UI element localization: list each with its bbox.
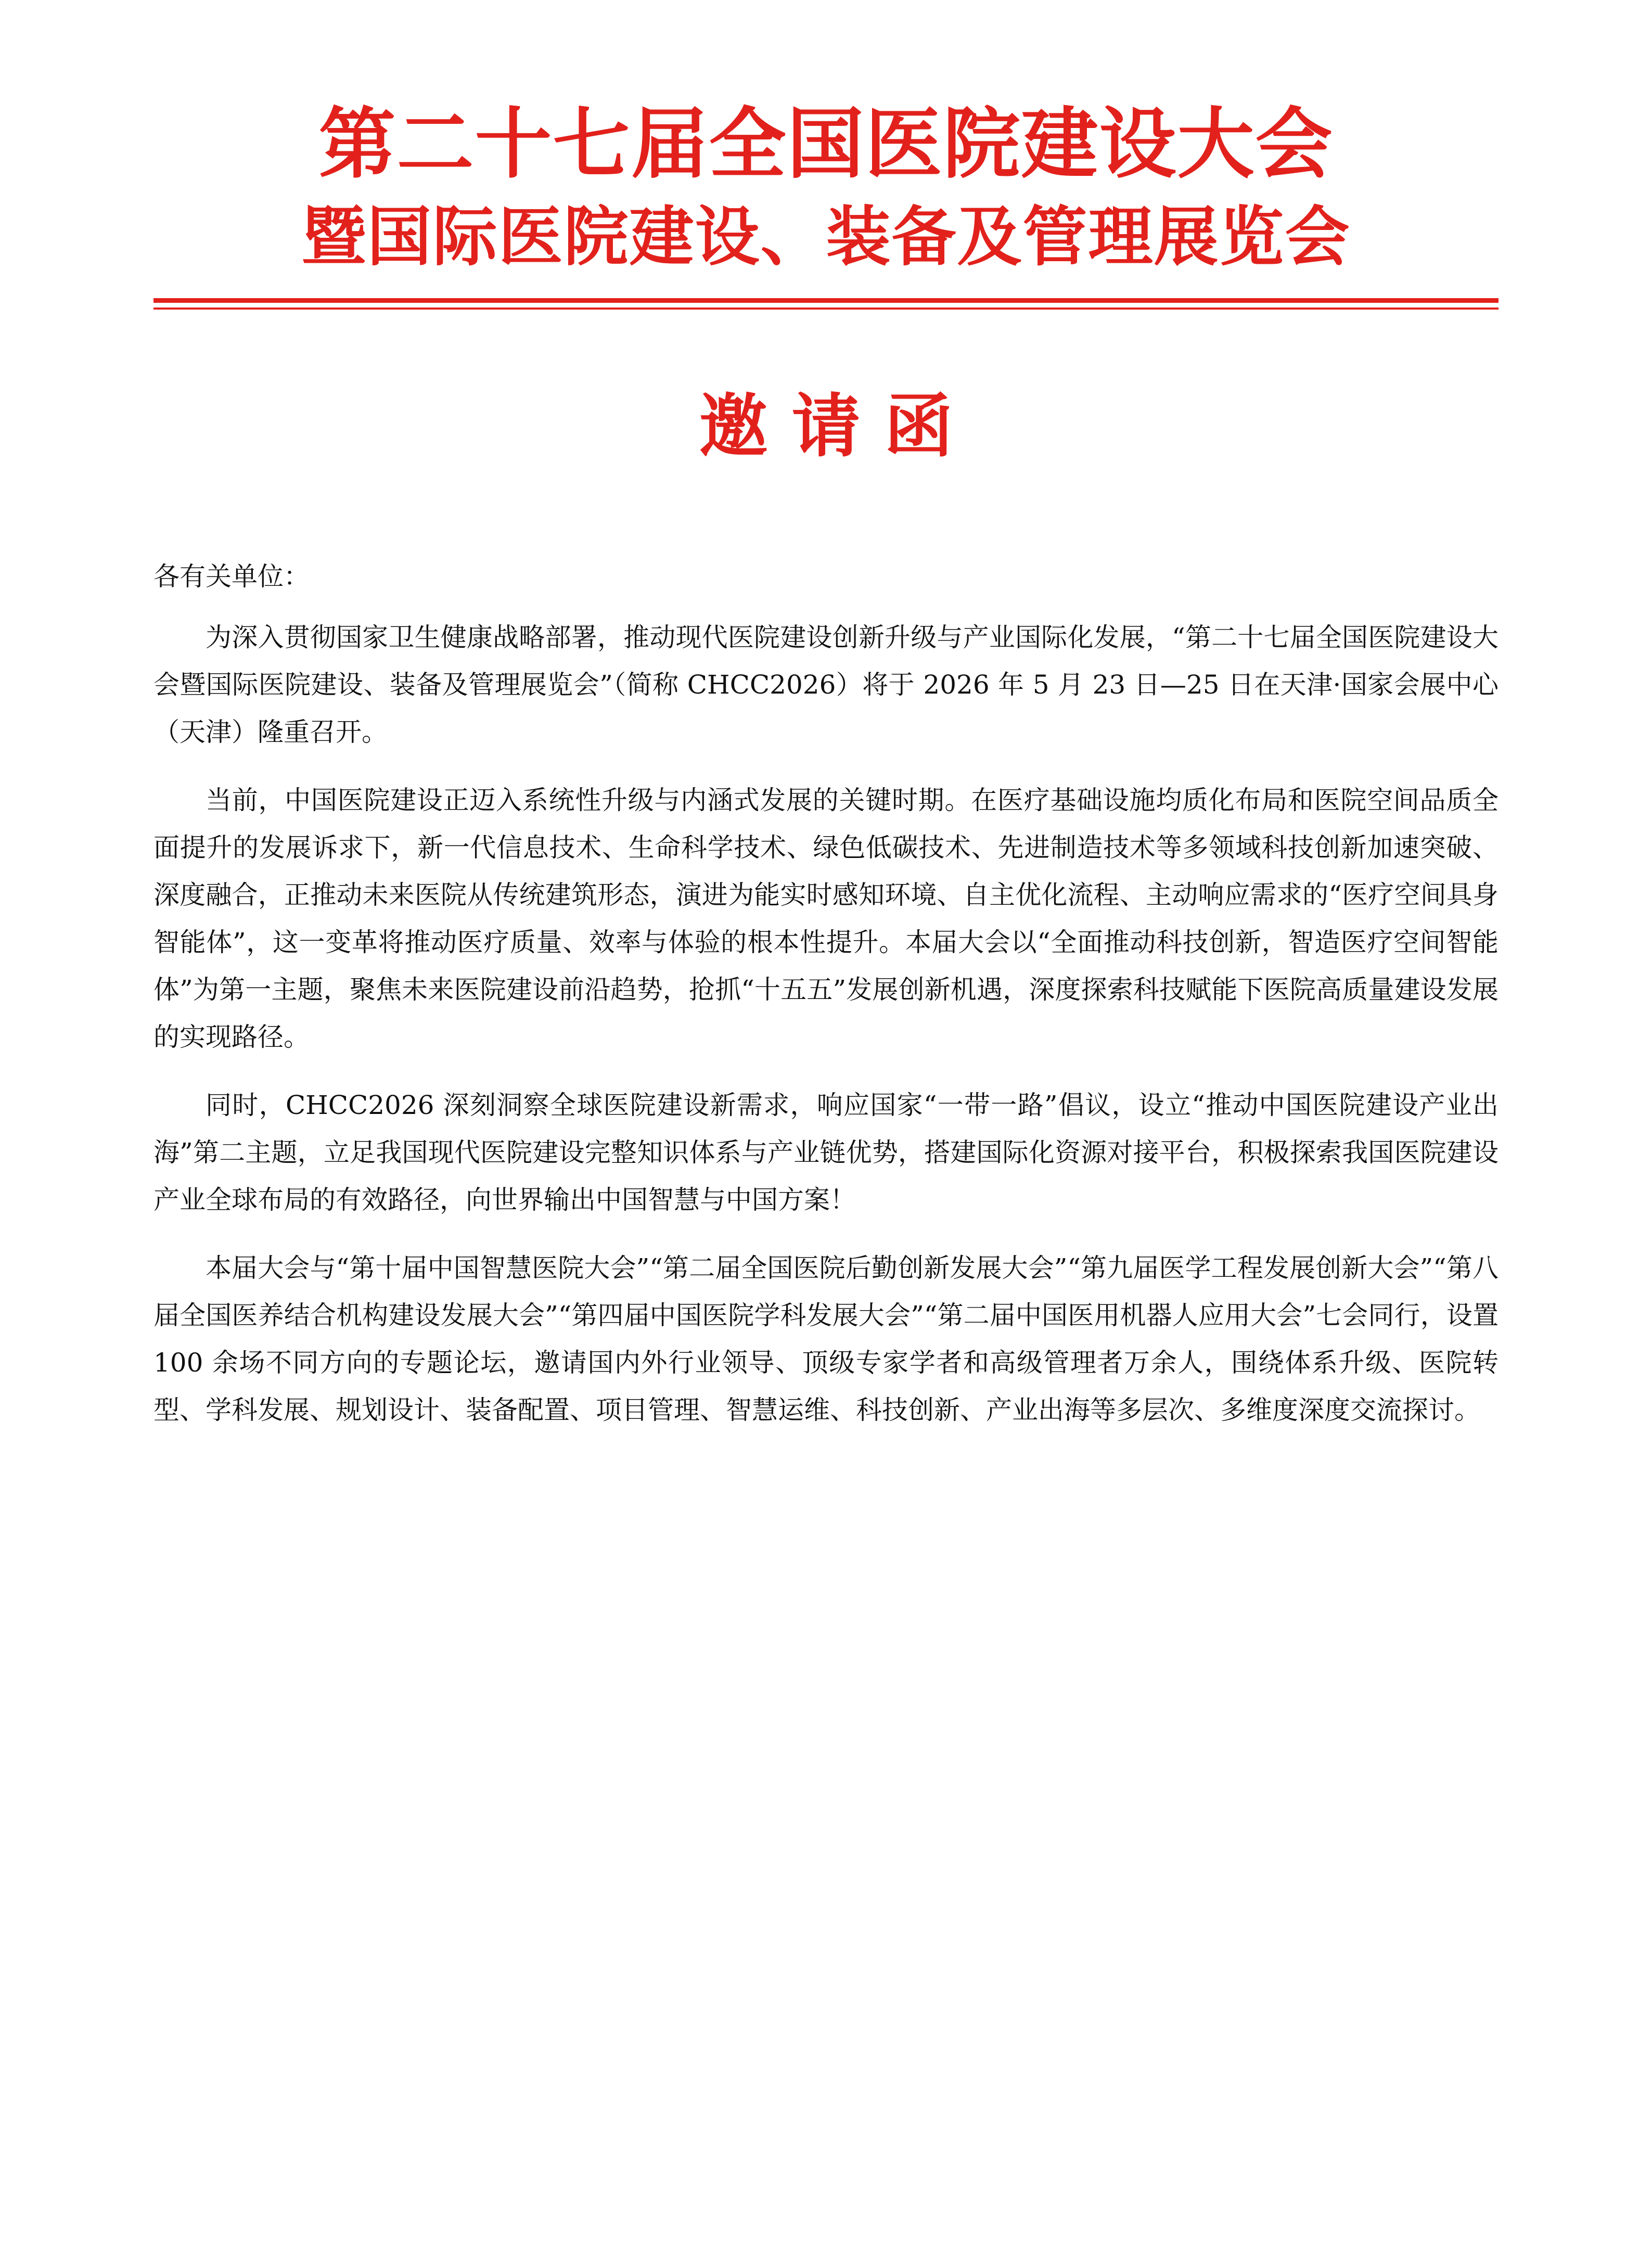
divider-thin-rule — [153, 308, 1499, 310]
paragraph-4: 本届大会与“第十届中国智慧医院大会”“第二届全国医院后勤创新发展大会”“第九届医学工程发展创新大会”“第八届全国医养结合机构建设发展大会”“第四届中国医院学科发展大会”“第二届中国医用机器人应用大会”七会同行，设置 100 余场不同方向的专题论坛，邀请国内外行业领导、顶级专家学者和高级管理者万余人，围绕体系升级、医院转型、学科发展、规划设计、装备配置、项目管理、智慧运维、科技创新、产业出海等多层次、多维度深度交流探讨。 — [153, 1252, 1499, 1425]
document-type-heading: 邀请函 — [699, 386, 977, 467]
document-masthead — [0, 0, 1652, 470]
paragraph-1: 为深入贯彻国家卫生健康战略部署，推动现代医院建设创新升级与产业国际化发展，“第二十七届全国医院建设大会暨国际医院建设、装备及管理展览会”（简称 CHCC2026）将于 2026 年 5 月 23 日—25 日在天津·国家会展中心（天津）隆重召开。 — [153, 622, 1499, 747]
paragraph-2: 当前，中国医院建设正迈入系统性升级与内涵式发展的关键时期。在医疗基础设施均质化布局和医院空间品质全面提升的发展诉求下，新一代信息技术、生命科学技术、绿色低碳技术、先进制造技术等多领域科技创新加速突破、深度融合，正推动未来医院从传统建筑形态，演进为能实时感知环境、自主优化流程、主动响应需求的“医疗空间具身智能体”，这一变革将推动医疗质量、效率与体验的根本性提升。本届大会以“全面推动科技创新，智造医疗空间智能体”为第一主题，聚焦未来医院建设前沿趋势，抢抓“十五五”发展创新机遇，深度探索科技赋能下医院高质量建设发展的实现路径。 — [153, 785, 1499, 1052]
divider-thick-rule — [153, 298, 1499, 303]
conference-title-line-2: 暨国际医院建设、装备及管理展览会 — [301, 199, 1351, 275]
paragraph-3: 同时，CHCC2026 深刻洞察全球医院建设新需求，响应国家“一带一路”倡议，设立“推动中国医院建设产业出海”第二主题，立足我国现代医院建设完整知识体系与产业链优势，搭建国际化资源对接平台，积极探索我国医院建设产业全球布局的有效路径，向世界输出中国智慧与中国方案！ — [153, 1090, 1499, 1215]
conference-title-line-1: 第二十七届全国医院建设大会 — [318, 99, 1334, 189]
header-divider — [153, 298, 1499, 310]
letter-body — [153, 470, 1499, 1434]
salutation: 各有关单位： — [153, 561, 310, 592]
